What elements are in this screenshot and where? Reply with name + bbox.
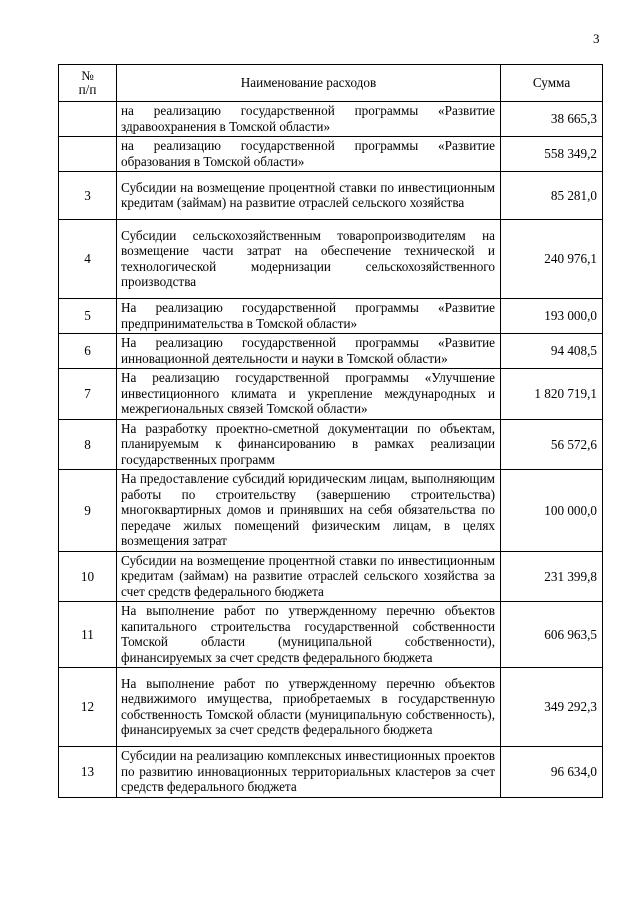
table-row xyxy=(59,137,603,172)
row-number-cell: 10 xyxy=(59,551,117,602)
row-name-cell: На выполнение работ по утвержденному перечню объектов капитального строительства государственной собственности Томской области (муниципальной собственности), финансируемых за счет средств федерального бюджета xyxy=(117,602,501,668)
table-header-row xyxy=(59,65,603,102)
row-sum-cell: 606 963,5 xyxy=(501,602,603,668)
row-name-cell: На выполнение работ по утвержденному перечню объектов недвижимого имущества, приобретаемых в государственную собственность Томской области (муниципальную собственность), финансируемых за счет средств федерального бюджета xyxy=(117,668,501,747)
table-row xyxy=(59,470,603,552)
row-number-cell: 4 xyxy=(59,220,117,299)
row-sum-cell: 558 349,2 xyxy=(501,137,603,172)
row-sum-cell: 100 000,0 xyxy=(501,470,603,552)
table-row xyxy=(59,220,603,299)
table-row xyxy=(59,334,603,369)
row-number-cell xyxy=(59,102,117,137)
row-sum-cell: 1 820 719,1 xyxy=(501,369,603,420)
row-number-cell: 6 xyxy=(59,334,117,369)
row-number-cell: 9 xyxy=(59,470,117,552)
row-sum-cell: 231 399,8 xyxy=(501,551,603,602)
row-name-cell: на реализацию государственной программы «Развитие образования в Томской области» xyxy=(117,137,501,172)
row-name-cell: Субсидии на возмещение процентной ставки по инвестиционным кредитам (займам) на развитие отраслей сельского хозяйства за счет средств федерального бюджета xyxy=(117,551,501,602)
header-name: Наименование расходов xyxy=(117,65,501,102)
row-sum-cell: 193 000,0 xyxy=(501,299,603,334)
table-row xyxy=(59,102,603,137)
table-row xyxy=(59,602,603,668)
table-row xyxy=(59,172,603,220)
row-name-cell: Субсидии сельскохозяйственным товаропроизводителям на возмещение части затрат на обеспечение технической и технологической модернизации сельскохозяйственного производства xyxy=(117,220,501,299)
expenses-table xyxy=(58,64,603,798)
row-sum-cell: 94 408,5 xyxy=(501,334,603,369)
row-number-cell: 8 xyxy=(59,419,117,470)
header-sum: Сумма xyxy=(501,65,603,102)
row-name-cell: Субсидии на возмещение процентной ставки по инвестиционным кредитам (займам) на развитие отраслей сельского хозяйства xyxy=(117,172,501,220)
row-name-cell: Субсидии на реализацию комплексных инвестиционных проектов по развитию инновационных территориальных кластеров за счет средств федерального бюджета xyxy=(117,747,501,798)
table-row xyxy=(59,369,603,420)
row-number-cell: 12 xyxy=(59,668,117,747)
row-name-cell: На реализацию государственной программы «Развитие предпринимательства в Томской области» xyxy=(117,299,501,334)
row-number-cell: 11 xyxy=(59,602,117,668)
page-number: 3 xyxy=(593,31,600,46)
row-number-cell: 7 xyxy=(59,369,117,420)
table-row xyxy=(59,668,603,747)
row-number-cell: 5 xyxy=(59,299,117,334)
row-name-cell: На предоставление субсидий юридическим лицам, выполняющим работы по строительству (завершению строительства) многоквартирных домов и принявших на себя обязательства по передаче жилых помещений физическим лицам, в целях возмещения затрат xyxy=(117,470,501,552)
row-sum-cell: 38 665,3 xyxy=(501,102,603,137)
table-row xyxy=(59,551,603,602)
row-number-cell xyxy=(59,137,117,172)
row-name-cell: на реализацию государственной программы «Развитие здравоохранения в Томской области» xyxy=(117,102,501,137)
row-sum-cell: 85 281,0 xyxy=(501,172,603,220)
table-row xyxy=(59,419,603,470)
row-name-cell: На реализацию государственной программы «Развитие инновационной деятельности и науки в Томской области» xyxy=(117,334,501,369)
row-sum-cell: 349 292,3 xyxy=(501,668,603,747)
row-name-cell: На разработку проектно-сметной документации по объектам, планируемым к финансированию в рамках реализации государственных программ xyxy=(117,419,501,470)
row-number-cell: 13 xyxy=(59,747,117,798)
table-row xyxy=(59,747,603,798)
row-name-cell: На реализацию государственной программы «Улучшение инвестиционного климата и укрепление международных и межрегиональных связей Томской области» xyxy=(117,369,501,420)
row-sum-cell: 240 976,1 xyxy=(501,220,603,299)
table-row xyxy=(59,299,603,334)
row-sum-cell: 56 572,6 xyxy=(501,419,603,470)
header-num: № п/п xyxy=(59,65,117,102)
row-sum-cell: 96 634,0 xyxy=(501,747,603,798)
row-number-cell: 3 xyxy=(59,172,117,220)
